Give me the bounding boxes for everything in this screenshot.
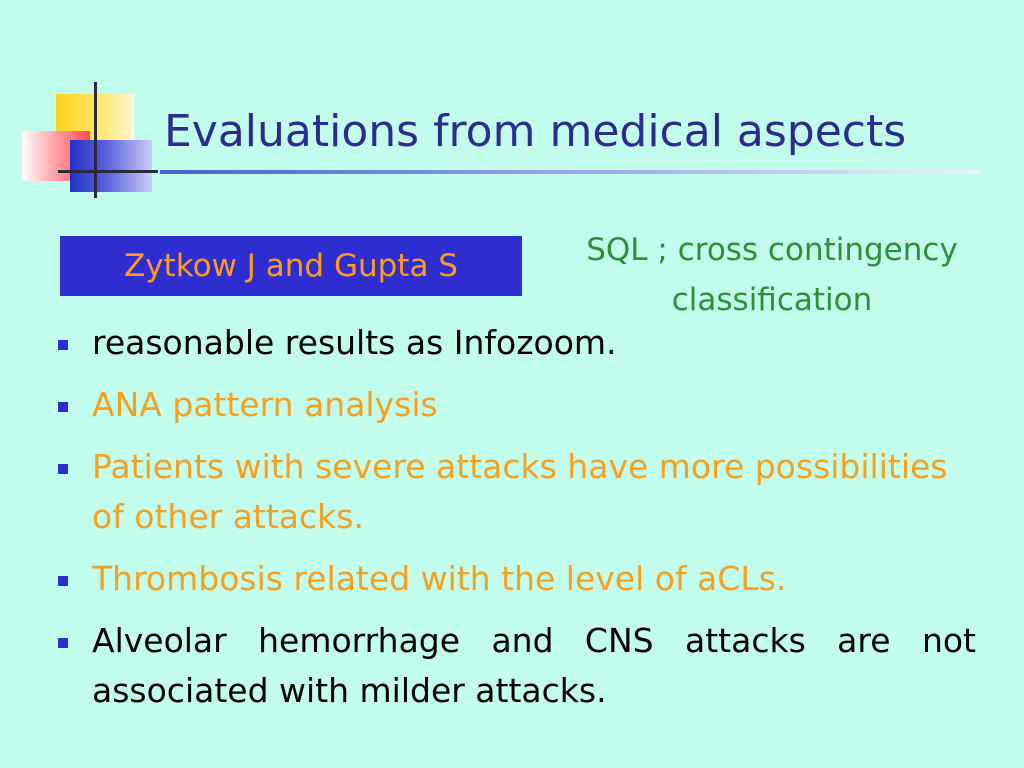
bullet-text: Patients with severe attacks have more possibilities of other attacks. — [92, 447, 948, 536]
bullet-item-severe-attacks — [52, 442, 976, 542]
bullet-item-infozoom — [52, 318, 976, 368]
author-box: Zytkow J and Gupta S — [60, 236, 522, 296]
method-caption — [522, 225, 1022, 325]
bullet-list — [52, 318, 976, 728]
square-bullet-icon — [58, 464, 68, 474]
bullet-text: Alveolar hemorrhage and CNS attacks are not associated with milder attacks. — [92, 621, 976, 710]
logo-blue-square — [70, 140, 152, 192]
overlapping-squares-logo — [0, 0, 160, 200]
bullet-item-thrombosis — [52, 554, 976, 604]
method-line-2: classification — [671, 282, 873, 318]
square-bullet-icon — [58, 402, 68, 412]
bullet-item-alveolar — [52, 616, 976, 716]
bullet-text: reasonable results as Infozoom. — [92, 323, 617, 362]
square-bullet-icon — [58, 576, 68, 586]
square-bullet-icon — [58, 638, 68, 648]
title-underline — [160, 170, 980, 174]
logo-vertical-line — [94, 82, 97, 198]
bullet-text: Thrombosis related with the level of aCLs. — [92, 559, 787, 598]
bullet-text: ANA pattern analysis — [92, 385, 438, 424]
square-bullet-icon — [58, 340, 68, 350]
method-line-1: SQL ; cross contingency — [586, 232, 958, 268]
logo-horizontal-line — [58, 170, 158, 173]
bullet-item-ana — [52, 380, 976, 430]
slide-title: Evaluations from medical aspects — [164, 106, 907, 157]
